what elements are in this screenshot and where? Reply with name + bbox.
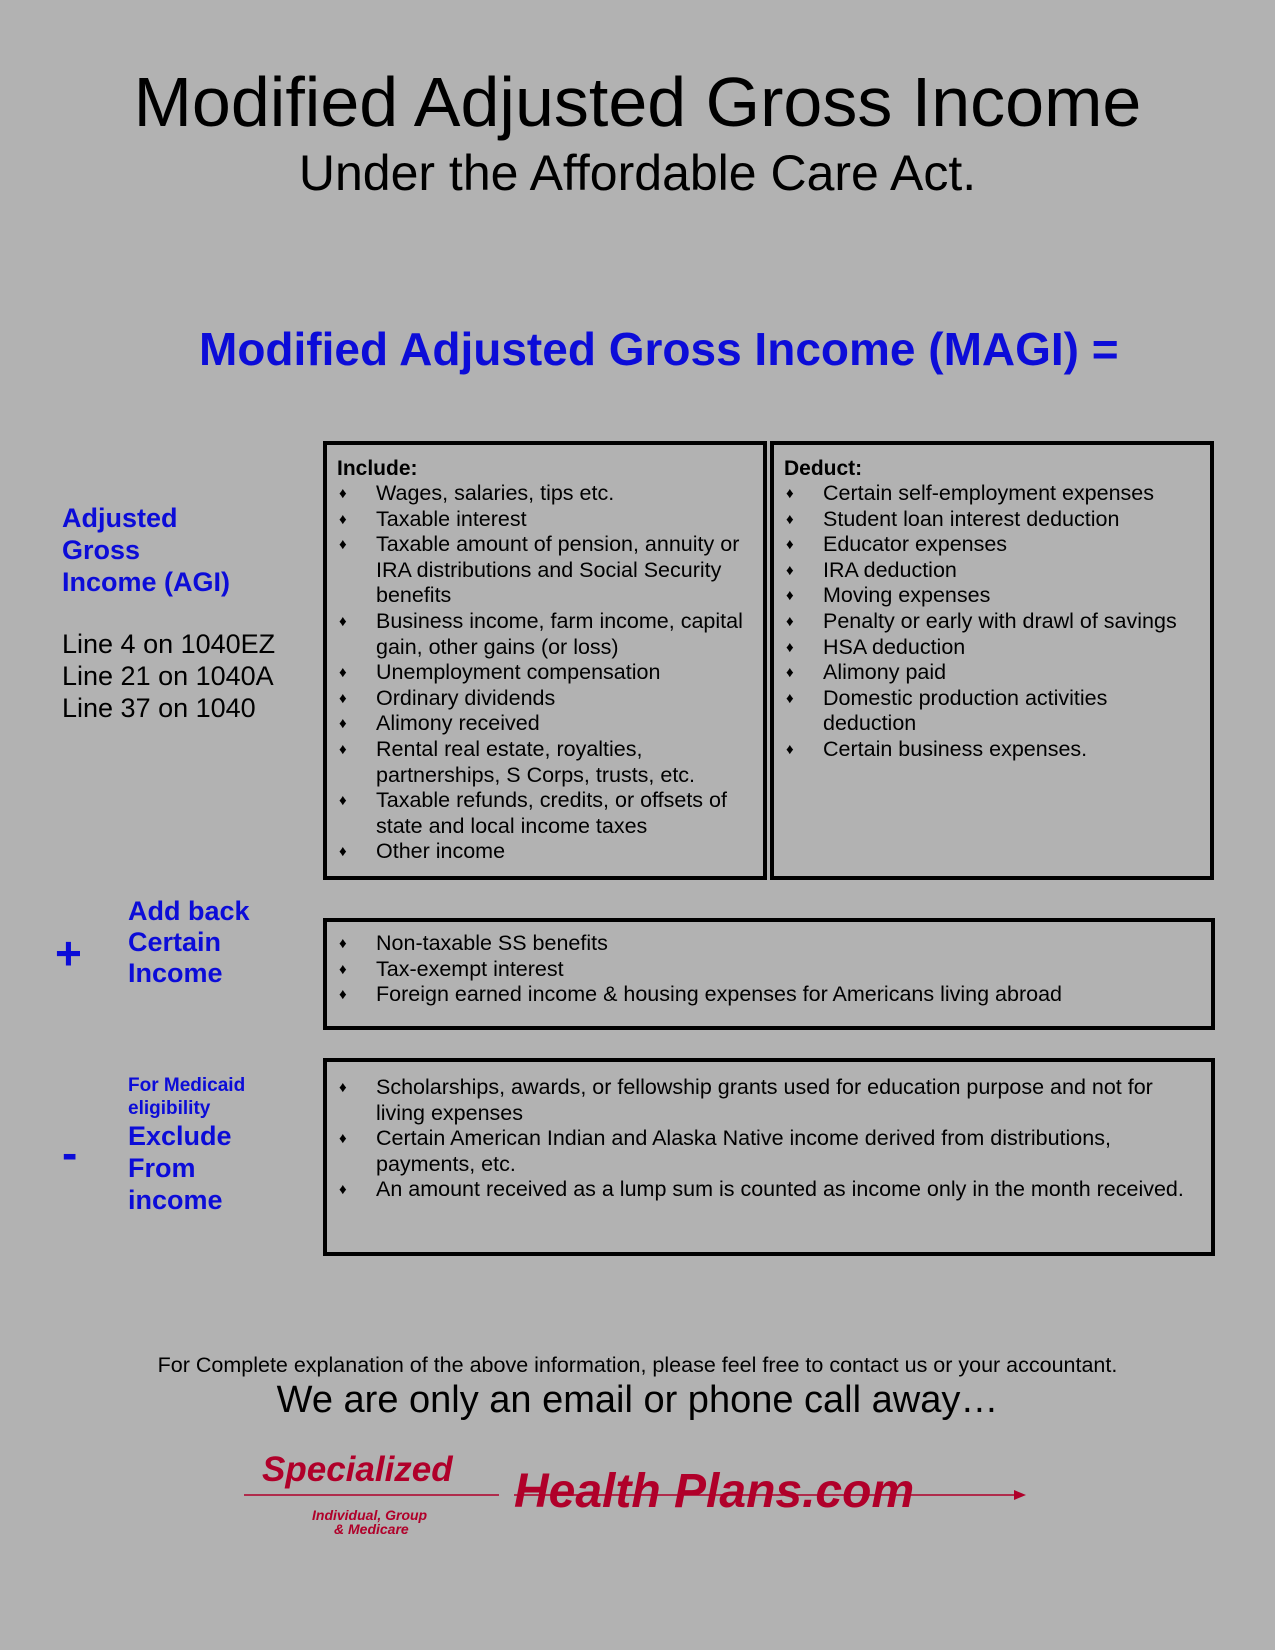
page-title: Modified Adjusted Gross Income [133,63,1142,141]
diamond-bullet-icon: ♦ [339,664,347,682]
list-item [337,737,755,788]
list-item [784,558,1202,584]
logo-health-plans: Health Plans.com [514,1465,915,1518]
list-item-text: Moving expenses [823,583,991,608]
list-item-text: Educator expenses [823,532,1008,557]
exclude-box [323,1058,1215,1256]
list-item-text: Penalty or early with drawl of savings [823,608,1177,633]
list-item-text: IRA deduction [823,557,957,582]
diamond-bullet-icon: ♦ [339,935,347,952]
logo-tagline-line: & Medicare [334,1521,409,1537]
agi-form-lines [62,628,275,724]
medicaid-note-line: eligibility [128,1098,211,1119]
diamond-bullet-icon: ♦ [786,740,794,758]
diamond-bullet-icon: ♦ [339,485,347,502]
list-item-text: An amount received as a lump sum is counted as income only in the month received. [376,1177,1184,1202]
diamond-bullet-icon: ♦ [786,510,794,528]
list-item [784,583,1202,609]
diamond-bullet-icon: ♦ [786,664,794,682]
logo-tagline-line: Individual, Group [312,1507,428,1523]
deduct-box [770,441,1214,880]
list-item [337,839,755,865]
medicaid-note-line: For Medicaid [128,1075,246,1096]
diamond-bullet-icon: ♦ [786,689,794,707]
list-item [337,711,755,737]
list-item [337,481,755,507]
list-item [337,957,1203,983]
list-item-text: Certain business expenses. [823,736,1088,761]
agi-label-line: Income (AGI) [62,567,231,597]
list-item [784,532,1202,558]
list-item-text: Non-taxable SS benefits [376,931,608,955]
diamond-bullet-icon: ♦ [786,485,794,502]
diamond-bullet-icon: ♦ [786,638,794,656]
list-item-text: Unemployment compensation [376,660,661,685]
diamond-bullet-icon: ♦ [339,689,347,707]
diamond-bullet-icon: ♦ [339,843,347,861]
list-item-text: Student loan interest deduction [823,506,1120,531]
list-item [337,982,1203,1008]
magi-heading: Modified Adjusted Gross Income (MAGI) = [199,323,1119,375]
list-item-text: Other income [376,839,506,864]
list-item-text: Business income, farm income, capital gain, other gains (or loss) [376,608,743,659]
list-item [337,532,755,609]
page-subtitle: Under the Affordable Care Act. [298,145,977,201]
list-item-text: Tax-exempt interest [376,956,564,981]
add-back-list [337,931,1203,1008]
form-line: Line 37 on 1040 [62,693,256,723]
exclude-label-line: From [128,1153,196,1183]
diamond-bullet-icon: ♦ [339,960,347,978]
list-item-text: Ordinary dividends [376,685,556,710]
list-item [337,788,755,839]
plus-sign: + [55,927,82,979]
list-item [784,609,1202,635]
list-item [784,686,1202,737]
list-item-text: Foreign earned income & housing expenses for Americans living abroad [376,982,1063,1007]
footer-note: For Complete explanation of the above information, please feel free to contact us or your accountant. [157,1353,1118,1377]
list-item [337,1075,1203,1126]
exclude-list [337,1075,1203,1203]
add-back-label [128,896,250,989]
form-line: Line 4 on 1040EZ [62,629,276,659]
include-heading: Include: [337,457,418,480]
medicaid-note [128,1074,245,1120]
list-item-text: Alimony paid [823,660,947,685]
diamond-bullet-icon: ♦ [786,561,794,579]
list-item [784,507,1202,533]
list-item [337,1126,1203,1177]
list-item [337,507,755,533]
diamond-bullet-icon: ♦ [339,1181,347,1199]
include-box [323,441,767,880]
add-back-box [323,918,1215,1030]
list-item-text: Rental real estate, royalties, partnerships, S Corps, trusts, etc. [376,736,696,787]
list-item [337,931,1203,957]
exclude-label [128,1120,232,1216]
diamond-bullet-icon: ♦ [786,536,794,554]
list-item-text: Certain American Indian and Alaska Native income derived from distributions, payments, etc. [376,1126,1111,1176]
diamond-bullet-icon: ♦ [339,612,347,630]
list-item [784,660,1202,686]
diamond-bullet-icon: ♦ [339,715,347,733]
diamond-bullet-icon: ♦ [339,510,347,528]
logo-specialized: Specialized [262,1450,453,1489]
diamond-bullet-icon: ♦ [339,792,347,810]
diamond-bullet-icon: ♦ [339,740,347,758]
agi-label [62,502,230,598]
list-item [784,635,1202,661]
diamond-bullet-icon: ♦ [339,1130,347,1148]
diamond-bullet-icon: ♦ [339,1079,347,1096]
agi-label-line: Adjusted [62,503,178,533]
include-list [337,481,755,865]
list-item-text: HSA deduction [823,634,966,659]
diamond-bullet-icon: ♦ [786,612,794,630]
list-item-text: Alimony received [376,711,540,736]
list-item [784,481,1202,507]
list-item [337,660,755,686]
list-item [337,609,755,660]
form-line: Line 21 on 1040A [62,661,274,691]
list-item-text: Taxable amount of pension, annuity or IRA distributions and Social Security benefits [376,532,740,608]
list-item [337,1177,1203,1203]
list-item-text: Scholarships, awards, or fellowship grants used for education purpose and not for living expenses [376,1075,1153,1125]
add-back-label-line: Income [128,958,223,988]
list-item-text: Taxable interest [376,506,527,531]
list-item-text: Wages, salaries, tips etc. [376,481,615,505]
exclude-label-line: Exclude [128,1121,232,1151]
diamond-bullet-icon: ♦ [339,986,347,1004]
exclude-label-line: income [128,1185,223,1215]
list-item-text: Domestic production activities deduction [823,685,1108,736]
diamond-bullet-icon: ♦ [786,587,794,605]
add-back-label-line: Add back [128,896,250,926]
diamond-bullet-icon: ♦ [339,536,347,554]
list-item [784,737,1202,763]
deduct-list [784,481,1202,763]
minus-sign: - [62,1127,78,1179]
agi-label-line: Gross [62,535,141,565]
list-item-text: Taxable refunds, credits, or offsets of state and local income taxes [376,788,727,838]
deduct-heading: Deduct: [784,457,863,480]
list-item [337,686,755,712]
add-back-label-line: Certain [128,927,222,957]
list-item-text: Certain self-employment expenses [823,481,1155,505]
footer-tagline: We are only an email or phone call away… [276,1379,999,1421]
